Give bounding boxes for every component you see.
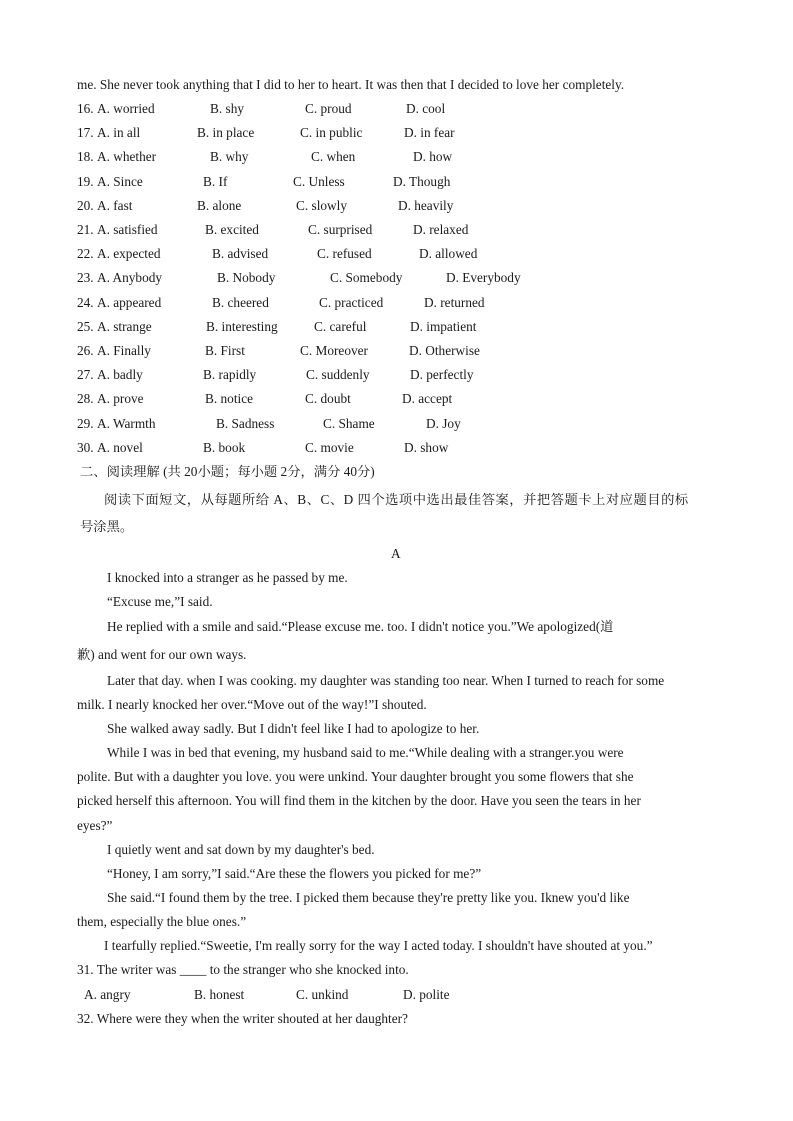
option-b: B. Sadness — [216, 415, 275, 431]
option-d: D. impatient — [410, 318, 477, 334]
passage-line: While I was in bed that evening, my husband said to me.“While dealing with a stranger.you were — [107, 745, 624, 760]
option-c: C. movie — [305, 439, 354, 455]
option-b: B. book — [203, 439, 246, 455]
option-a: A. satisfied — [97, 222, 158, 237]
option-c: C. doubt — [305, 391, 351, 407]
option-c: C. surprised — [308, 222, 373, 237]
option-b: B. If — [203, 173, 228, 189]
option-c: C. Moreover — [300, 343, 368, 358]
option-d: D. Otherwise — [409, 343, 480, 358]
option-c: C. in public — [300, 125, 363, 141]
section-instructions-line2: 号涂黑。 — [80, 519, 134, 534]
question-number: 24. — [77, 294, 94, 310]
option-a: A. expected — [97, 246, 161, 262]
passage-line: She walked away sadly. But I didn't feel like I had to apologize to her. — [107, 721, 480, 736]
option-a: A. Anybody — [97, 270, 163, 286]
question-number: 18. — [77, 149, 94, 165]
option-b: B. First — [205, 343, 245, 358]
option-b: B. excited — [205, 222, 259, 237]
option-b: B. shy — [210, 101, 244, 116]
section-heading: 二、阅读理解 (共 20小题；每小题 2分，满分 40分) — [80, 464, 375, 479]
option-a: A. appeared — [97, 294, 162, 310]
question-number: 20. — [77, 197, 94, 213]
question-number: 23. — [77, 270, 94, 286]
question-number: 26. — [77, 343, 94, 358]
option-a: A. novel — [97, 439, 143, 455]
question-number: 19. — [77, 173, 94, 189]
passage-line: She said.“I found them by the tree. I picked them because they're pretty like you. Iknew you'd like — [107, 890, 630, 905]
question-31-option-a: A. angry — [84, 987, 131, 1002]
option-a: A. Warmth — [97, 415, 156, 431]
passage-line: them, especially the blue ones.” — [77, 914, 247, 929]
option-a: A. Since — [97, 173, 143, 189]
passage-line: “Honey, I am sorry,”I said.“Are these the flowers you picked for me?” — [107, 866, 482, 881]
option-c: C. Unless — [293, 173, 345, 189]
question-number: 29. — [77, 415, 94, 431]
question-number: 28. — [77, 391, 94, 407]
option-b: B. in place — [197, 125, 255, 141]
question-number: 30. — [77, 439, 94, 455]
option-c: C. Somebody — [330, 270, 403, 286]
section-instructions-line1: 阅读下面短文，从每题所给 A、B、C、D 四个选项中选出最佳答案，并把答题卡上对应题目的标 — [104, 492, 689, 507]
option-d: D. Though — [393, 173, 451, 189]
passage-line: polite. But with a daughter you love. you were unkind. Your daughter brought you some flowers that she — [77, 769, 634, 784]
passage-line: He replied with a smile and said.“Please excuse me. too. I didn't notice you.”We apologized(道 — [107, 619, 614, 634]
passage-line: I quietly went and sat down by my daughter's bed. — [107, 842, 375, 857]
option-b: B. advised — [212, 246, 269, 262]
option-b: B. Nobody — [217, 270, 276, 286]
question-number: 25. — [77, 318, 94, 334]
passage-line: I tearfully replied.“Sweetie, I'm really sorry for the way I acted today. I shouldn't have shouted at you.” — [104, 938, 653, 953]
passage-line: milk. I nearly knocked her over.“Move out of the way!”I shouted. — [77, 697, 427, 712]
option-a: A. fast — [97, 197, 133, 213]
passage-line: I knocked into a stranger as he passed by me. — [107, 570, 348, 585]
option-d: D. how — [413, 149, 453, 165]
question-32-stem: 32. Where were they when the writer shouted at her daughter? — [77, 1011, 408, 1026]
option-d: D. Joy — [426, 415, 461, 431]
passage-line: eyes?” — [77, 818, 113, 833]
option-a: A. strange — [97, 318, 152, 334]
option-d: D. in fear — [404, 125, 455, 141]
option-a: A. whether — [97, 149, 157, 165]
option-b: B. alone — [197, 197, 242, 213]
option-d: D. accept — [402, 391, 453, 407]
passage-line: Later that day. when I was cooking. my daughter was standing too near. When I turned to reach for some — [107, 673, 665, 688]
option-d: D. cool — [406, 101, 446, 116]
question-number: 17. — [77, 125, 94, 141]
passage-line: “Excuse me,”I said. — [107, 594, 213, 609]
question-number: 16. — [77, 101, 94, 116]
question-number: 21. — [77, 222, 94, 237]
option-a: A. worried — [97, 101, 155, 116]
question-number: 22. — [77, 246, 94, 262]
passage-label: A — [391, 546, 401, 561]
option-d: D. returned — [424, 294, 485, 310]
passage-line: picked herself this afternoon. You will find them in the kitchen by the door. Have you seen the tears in her — [77, 793, 641, 808]
option-c: C. practiced — [319, 294, 384, 310]
option-b: B. why — [210, 149, 249, 165]
option-b: B. rapidly — [203, 367, 257, 383]
option-c: C. suddenly — [306, 367, 370, 383]
option-c: C. slowly — [296, 197, 347, 213]
option-b: B. notice — [205, 391, 254, 407]
option-a: A. in all — [97, 125, 141, 141]
option-d: D. allowed — [419, 246, 478, 262]
option-a: A. badly — [97, 367, 143, 383]
passage-continuation: me. She never took anything that I did to her to heart. It was then that I decided to love her completely. — [77, 77, 625, 92]
option-d: D. show — [404, 439, 449, 455]
option-c: C. careful — [314, 318, 367, 334]
question-31-option-b: B. honest — [194, 987, 245, 1002]
option-c: C. when — [311, 149, 356, 165]
option-b: B. cheered — [212, 294, 269, 310]
option-d: D. heavily — [398, 197, 454, 213]
option-d: D. Everybody — [446, 270, 521, 286]
option-c: C. refused — [317, 246, 372, 262]
option-b: B. interesting — [206, 318, 278, 334]
option-c: C. Shame — [323, 415, 375, 431]
question-31-option-c: C. unkind — [296, 987, 349, 1002]
question-number: 27. — [77, 367, 94, 383]
option-a: A. Finally — [97, 343, 151, 358]
option-d: D. relaxed — [413, 222, 469, 237]
question-31-option-d: D. polite — [403, 987, 450, 1002]
passage-line: 歉) and went for our own ways. — [77, 647, 247, 662]
option-c: C. proud — [305, 101, 352, 116]
option-d: D. perfectly — [410, 367, 474, 383]
option-a: A. prove — [97, 391, 144, 407]
question-31-stem: 31. The writer was ____ to the stranger who she knocked into. — [77, 962, 409, 977]
